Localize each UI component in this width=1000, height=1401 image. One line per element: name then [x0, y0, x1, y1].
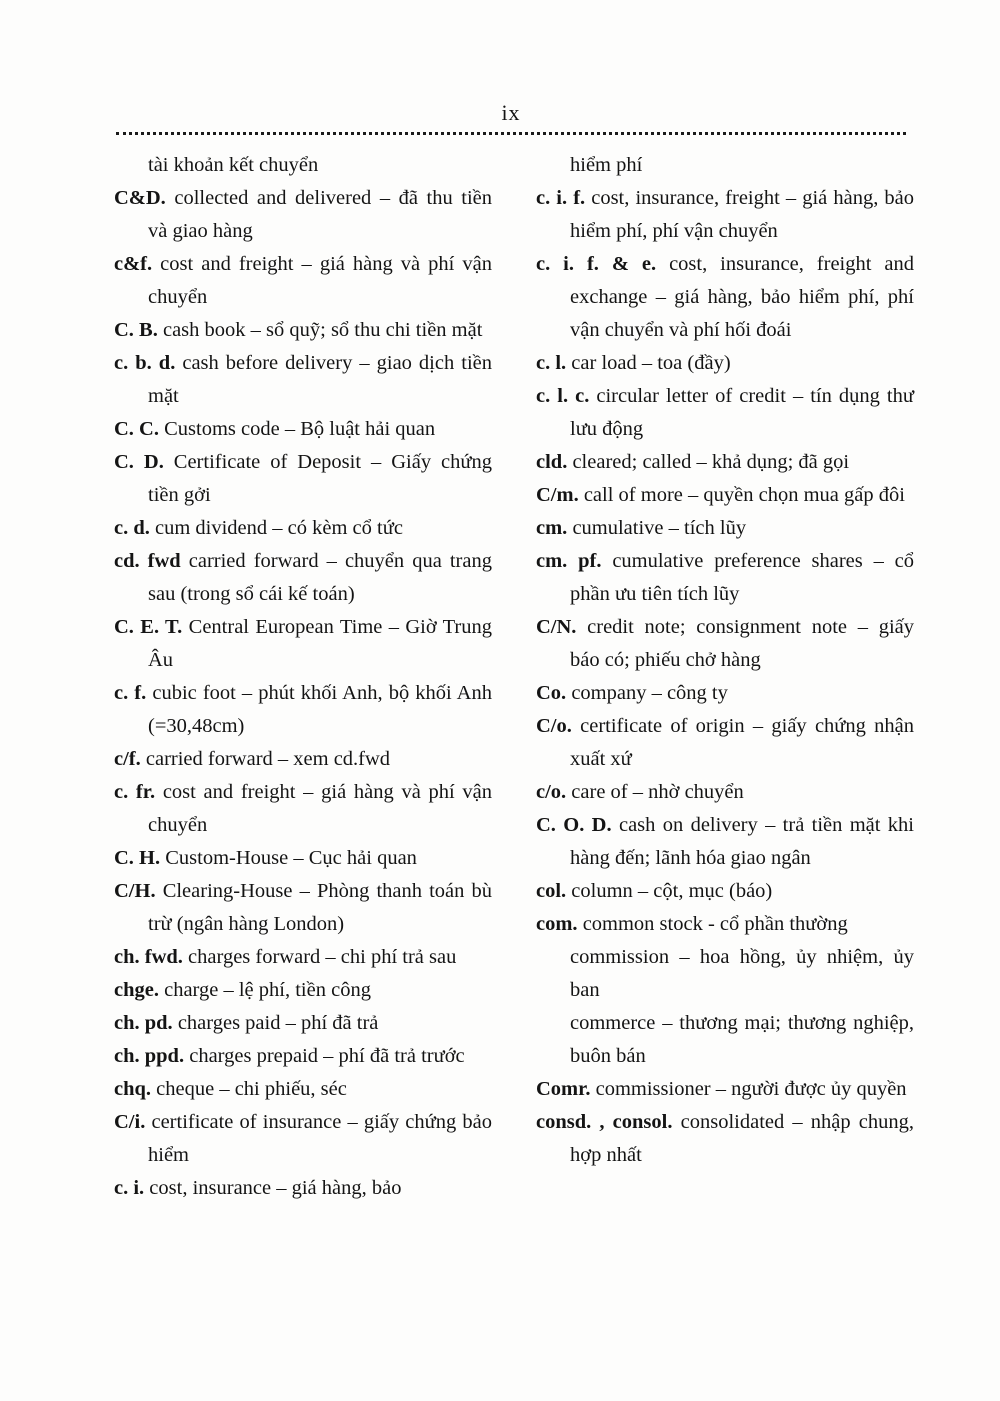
entry-text: charges prepaid – phí đã trả trước: [189, 1045, 465, 1067]
entry-abbreviation: cld.: [536, 451, 573, 473]
dictionary-entry: [114, 1007, 492, 1040]
entry-text: charge – lệ phí, tiền công: [164, 979, 371, 1001]
entry-text: car load – toa (đầy): [571, 352, 731, 374]
entry-abbreviation: consd. , consol.: [536, 1111, 681, 1133]
entry-text: hiểm phí: [570, 154, 643, 176]
entry-text: credit note; consignment note – giấy báo có; phiếu chở hàng: [570, 616, 914, 671]
entry-abbreviation: c. i. f.: [536, 187, 592, 209]
entry-text: cubic foot – phút khối Anh, bộ khối Anh (=30,48cm): [148, 682, 492, 737]
entry-text: column – cột, mục (báo): [571, 880, 773, 902]
entry-abbreviation: chge.: [114, 979, 165, 1001]
dictionary-entry: [536, 1007, 914, 1073]
dictionary-entry: [114, 1073, 492, 1106]
entry-text: cost, insurance, freight and exchange – giá hàng, bảo hiểm phí, phí vận chuyển và phí hối đoái: [570, 253, 915, 341]
entry-abbreviation: c. l.: [536, 352, 572, 374]
dictionary-entry: [536, 941, 914, 1007]
dictionary-entry: [114, 875, 492, 941]
entry-text: cash on delivery – trả tiền mặt khi hàng đến; lãnh hóa giao ngân: [570, 814, 915, 869]
dictionary-entry: [536, 446, 914, 479]
dictionary-entry: [114, 1172, 492, 1205]
entry-abbreviation: chq.: [114, 1078, 157, 1100]
entry-abbreviation: c/f.: [114, 748, 146, 770]
entry-abbreviation: c. fr.: [114, 781, 163, 803]
entry-text: cost and freight – giá hàng và phí vận chuyển: [148, 253, 492, 308]
entry-text: company – công ty: [571, 682, 728, 704]
entry-abbreviation: c&f.: [114, 253, 161, 275]
entry-text: certificate of insurance – giấy chứng bảo hiểm: [148, 1111, 492, 1166]
entry-text: commissioner – người được ủy quyền: [595, 1078, 907, 1100]
dictionary-entry: [536, 380, 914, 446]
dictionary-entry: [536, 809, 914, 875]
dotted-divider: [116, 132, 906, 135]
entry-abbreviation: C. E. T.: [114, 616, 189, 638]
entry-abbreviation: C/N.: [536, 616, 588, 638]
entry-abbreviation: c. i.: [114, 1177, 150, 1199]
entry-abbreviation: Co.: [536, 682, 572, 704]
entry-text: cleared; called – khả dụng; đã gọi: [572, 451, 850, 473]
entry-text: cash book – sổ quỹ; sổ thu chi tiền mặt: [162, 319, 483, 341]
entry-text: care of – nhờ chuyển: [571, 781, 744, 803]
entry-abbreviation: C/H.: [114, 880, 163, 902]
entry-text: consolidated – nhập chung, hợp nhất: [570, 1111, 914, 1166]
entry-text: carried forward – xem cd.fwd: [145, 748, 391, 770]
dictionary-entry: [536, 347, 914, 380]
dictionary-entry: [536, 479, 914, 512]
entry-text: common stock - cổ phần thường: [582, 913, 848, 935]
entry-text: cheque – chi phiếu, séc: [156, 1078, 347, 1100]
entry-abbreviation: com.: [536, 913, 583, 935]
entry-text: cumulative – tích lũy: [572, 517, 747, 539]
dictionary-entry: [114, 545, 492, 611]
dictionary-entry: [536, 1073, 914, 1106]
dictionary-entry: [536, 512, 914, 545]
right-column: [536, 149, 914, 1205]
entry-abbreviation: c. i. f. & e.: [536, 253, 670, 275]
dictionary-entry: [114, 842, 492, 875]
entry-abbreviation: C. D.: [114, 451, 174, 473]
entry-text: carried forward – chuyển qua trang sau (trong sổ cái kế toán): [148, 550, 492, 605]
entry-abbreviation: col.: [536, 880, 572, 902]
entry-abbreviation: C/m.: [536, 484, 584, 506]
entry-text: cost and freight – giá hàng và phí vận chuyển: [148, 781, 492, 836]
dictionary-entry: [536, 545, 914, 611]
entry-abbreviation: c. l. c.: [536, 385, 597, 407]
entry-abbreviation: C. H.: [114, 847, 166, 869]
dictionary-entry: [114, 446, 492, 512]
entry-text: Certificate of Deposit – Giấy chứng tiền gởi: [148, 451, 492, 506]
dictionary-entry: [536, 710, 914, 776]
entry-text: commerce – thương mại; thương nghiệp, buôn bán: [570, 1012, 914, 1067]
entry-abbreviation: cd. fwd: [114, 550, 189, 572]
entry-abbreviation: c/o.: [536, 781, 572, 803]
entry-text: Custom-House – Cục hải quan: [165, 847, 417, 869]
entry-abbreviation: C. C.: [114, 418, 165, 440]
entry-text: call of more – quyền chọn mua gấp đôi: [583, 484, 905, 506]
entry-abbreviation: C/i.: [114, 1111, 152, 1133]
entry-text: charges paid – phí đã trả: [177, 1012, 379, 1034]
dictionary-entry: [114, 1040, 492, 1073]
dictionary-entry: [536, 1106, 914, 1172]
entry-abbreviation: C. O. D.: [536, 814, 619, 836]
entry-text: cum dividend – có kèm cổ tức: [155, 517, 403, 539]
dictionary-entry: [536, 611, 914, 677]
entry-text: cost, insurance, freight – giá hàng, bảo hiểm phí, phí vận chuyển: [570, 187, 914, 242]
dictionary-entry: [114, 149, 492, 182]
entry-abbreviation: ch. ppd.: [114, 1045, 190, 1067]
dictionary-entry: [114, 248, 492, 314]
entry-text: certificate of origin – giấy chứng nhận xuất xứ: [570, 715, 915, 770]
entry-abbreviation: C&D.: [114, 187, 175, 209]
dictionary-entry: [536, 248, 914, 347]
entry-abbreviation: Comr.: [536, 1078, 596, 1100]
dictionary-entry: [114, 743, 492, 776]
entry-text: commission – hoa hồng, ủy nhiệm, ủy ban: [570, 946, 914, 1001]
entry-abbreviation: ch. pd.: [114, 1012, 178, 1034]
left-column: [114, 149, 492, 1205]
entry-abbreviation: C/o.: [536, 715, 581, 737]
entry-text: circular letter of credit – tín dụng thư lưu động: [570, 385, 914, 440]
entry-abbreviation: c. b. d.: [114, 352, 183, 374]
entry-text: cumulative preference shares – cổ phần ưu tiên tích lũy: [570, 550, 914, 605]
dictionary-entry: [536, 677, 914, 710]
entry-text: tài khoản kết chuyển: [148, 154, 319, 176]
dictionary-entry: [536, 182, 914, 248]
dictionary-entry: [114, 182, 492, 248]
dictionary-entry: [114, 347, 492, 413]
entry-abbreviation: ch. fwd.: [114, 946, 189, 968]
dictionary-entry: [114, 611, 492, 677]
dictionary-entry: [536, 908, 914, 941]
entry-abbreviation: c. d.: [114, 517, 155, 539]
entry-abbreviation: cm. pf.: [536, 550, 613, 572]
dictionary-entry: [536, 149, 914, 182]
dictionary-entry: [114, 677, 492, 743]
two-column-layout: [114, 149, 915, 1205]
entry-abbreviation: cm.: [536, 517, 573, 539]
dictionary-entry: [114, 941, 492, 974]
dictionary-entry: [114, 1106, 492, 1172]
entry-text: Customs code – Bộ luật hải quan: [164, 418, 436, 440]
dictionary-entry: [114, 776, 492, 842]
entry-text: Clearing-House – Phòng thanh toán bù trừ (ngân hàng London): [148, 880, 492, 935]
entry-text: Central European Time – Giờ Trung Âu: [148, 616, 493, 671]
dictionary-entry: [536, 875, 914, 908]
page-number: ix: [501, 100, 521, 125]
entry-text: cash before delivery – giao dịch tiền mặt: [148, 352, 492, 407]
dictionary-entry: [536, 776, 914, 809]
dictionary-entry: [114, 413, 492, 446]
entry-abbreviation: C. B.: [114, 319, 163, 341]
dictionary-entry: [114, 314, 492, 347]
entry-text: cost, insurance – giá hàng, bảo: [149, 1177, 402, 1199]
entry-text: collected and delivered – đã thu tiền và giao hàng: [148, 187, 492, 242]
entry-abbreviation: c. f.: [114, 682, 153, 704]
dictionary-entry: [114, 512, 492, 545]
dictionary-entry: [114, 974, 492, 1007]
entry-text: charges forward – chi phí trả sau: [188, 946, 457, 968]
